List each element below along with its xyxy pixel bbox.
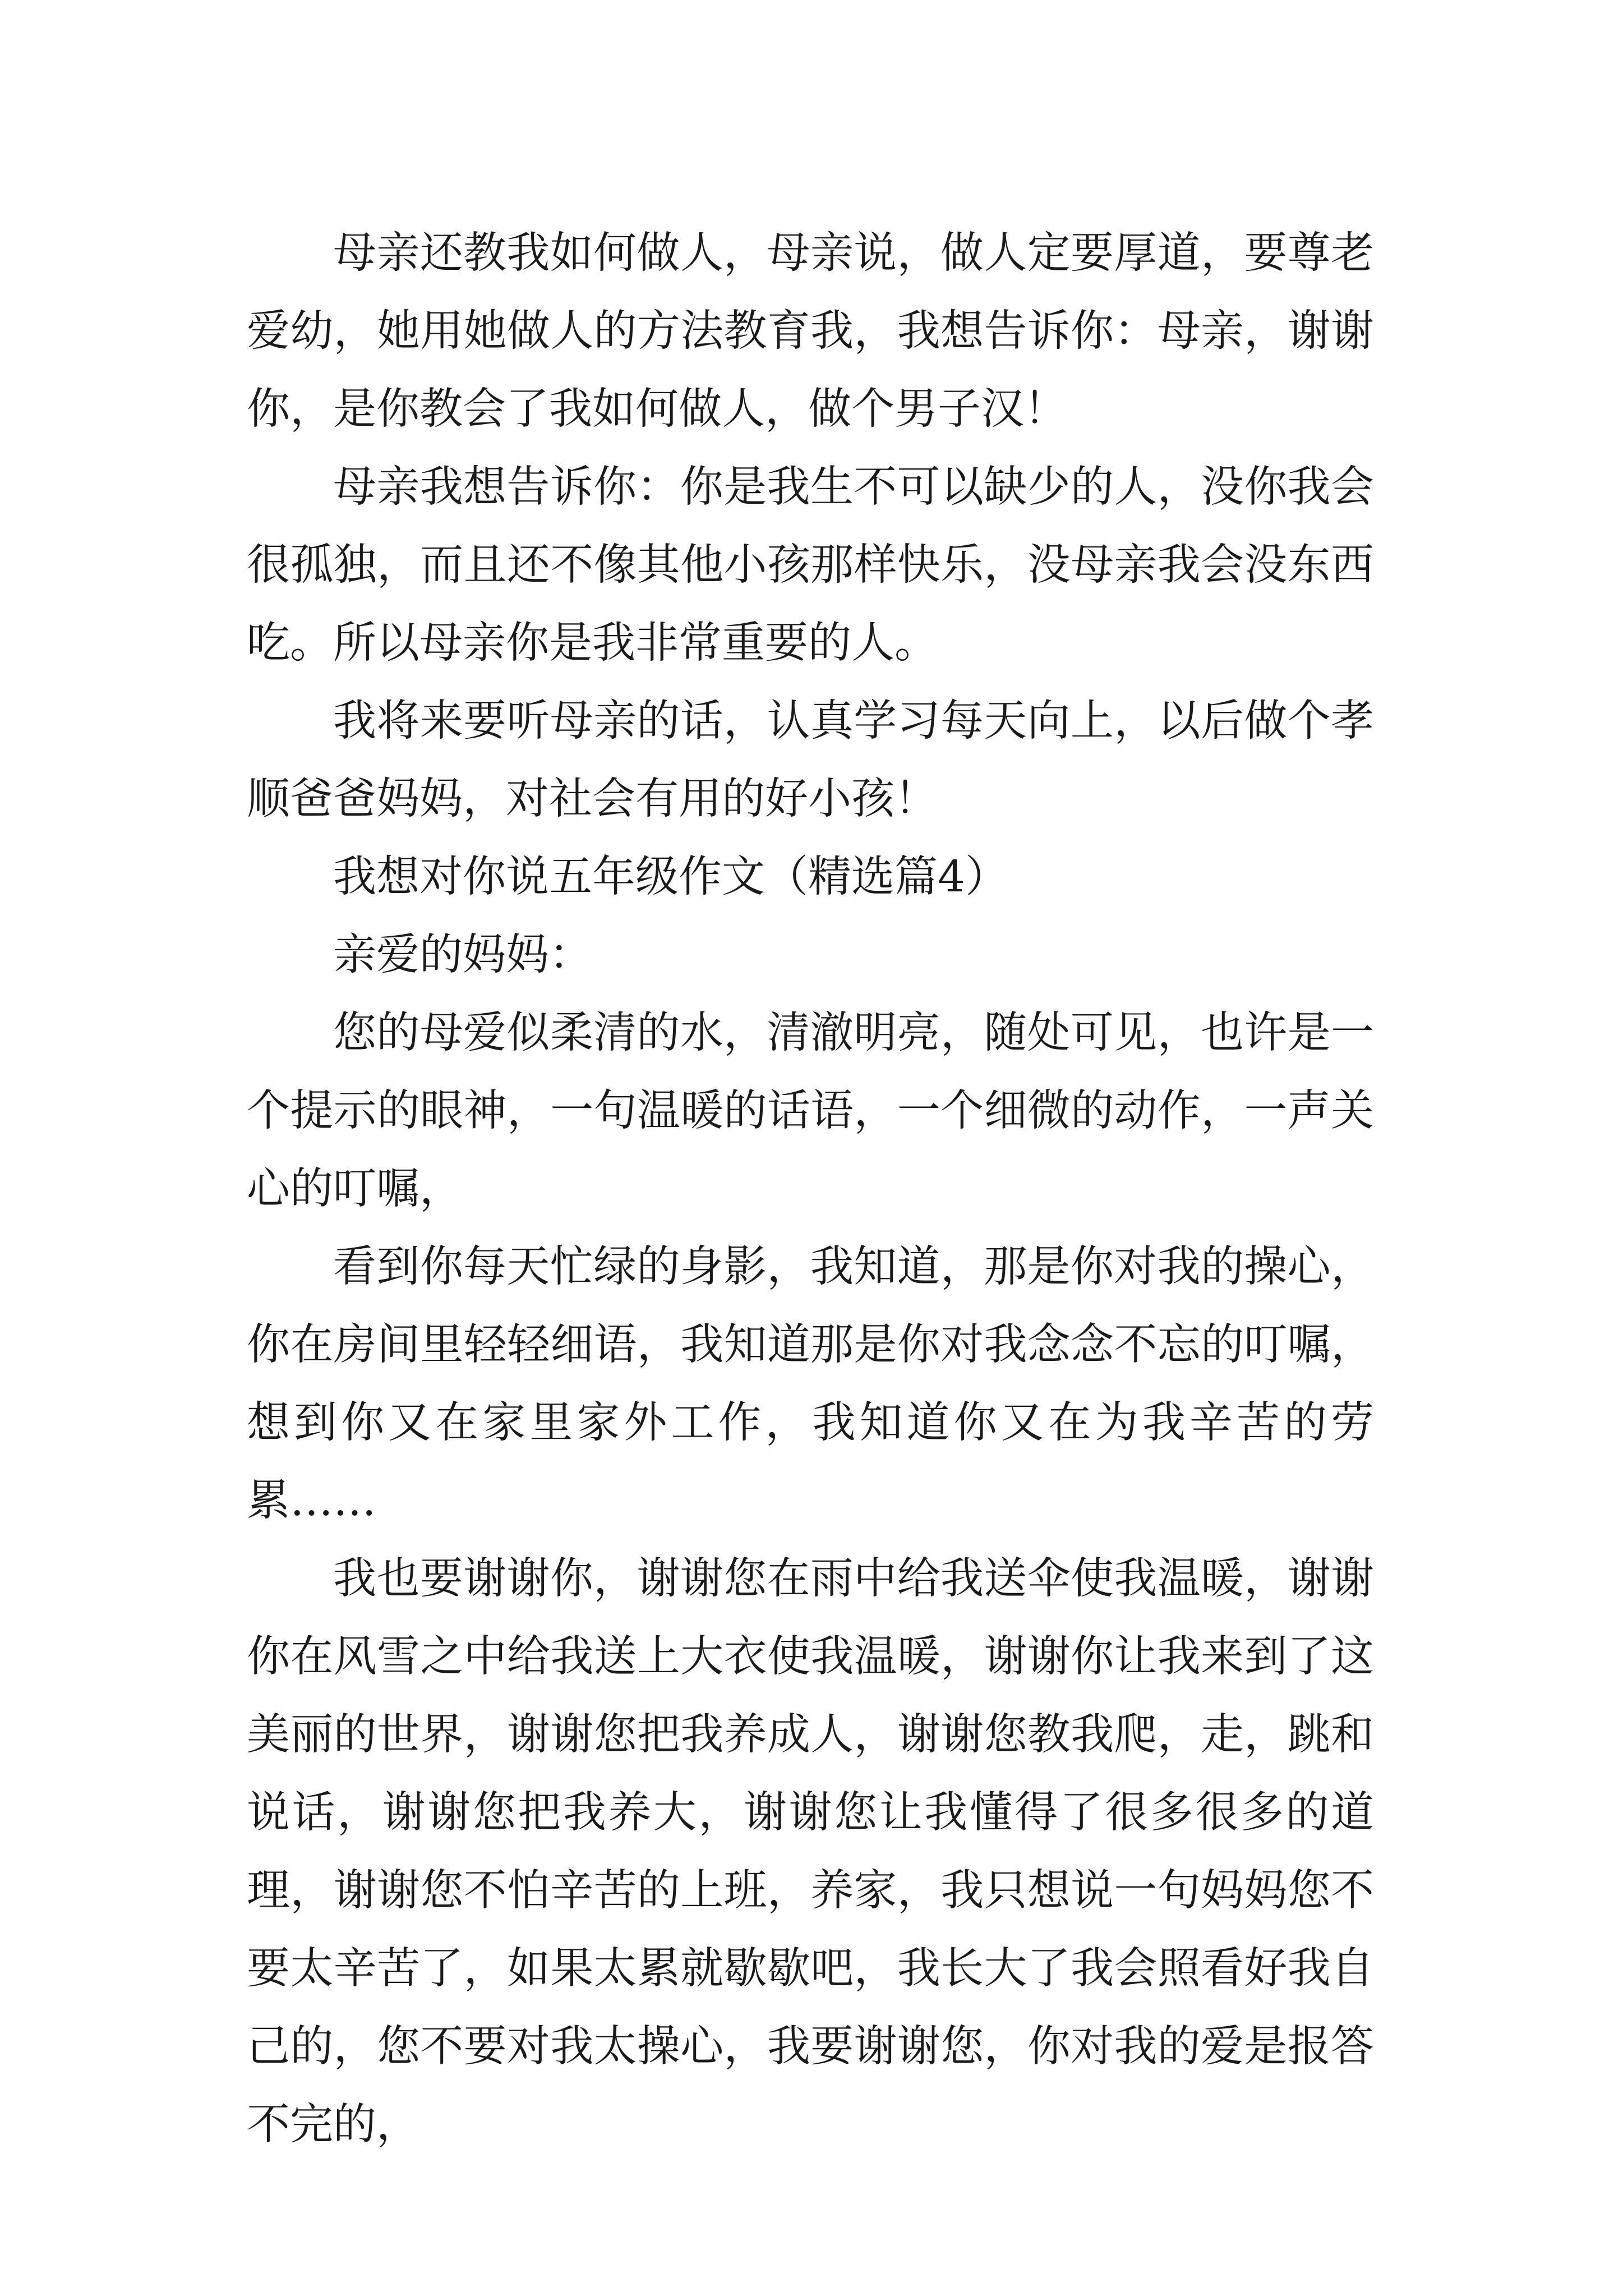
paragraph: 看到你每天忙绿的身影，我知道，那是你对我的操心，你在房间里轻轻细语，我知道那是你对我念念不忘的叮嘱，想到你又在家里家外工作，我知道你又在为我辛苦的劳累……	[247, 1242, 1374, 1526]
paragraph: 我也要谢谢你，谢谢您在雨中给我送伞使我温暖，谢谢你在风雪之中给我送上大衣使我温暖，谢谢你让我来到了这美丽的世界，谢谢您把我养成人，谢谢您教我爬，走，跳和说话，谢谢您把我养大，谢谢您让我懂得了很多很多的道理，谢谢您不怕辛苦的上班，养家，我只想说一句妈妈您不要太辛苦了，如果太累就歇歇吧，我长大了我会照看好我自己的，您不要对我太操心，我要谢谢您，你对我的爱是报答不完的，	[247, 1554, 1374, 2150]
section-heading: 我想对你说五年级作文（精选篇4）	[333, 852, 1008, 902]
salutation: 亲爱的妈妈：	[333, 930, 592, 980]
paragraph: 我将来要听母亲的话，认真学习每天向上，以后做个孝顺爸爸妈妈，对社会有用的好小孩！	[247, 696, 1374, 824]
paragraph: 您的母爱似柔清的水，清澈明亮，随处可见，也许是一个提示的眼神，一句温暖的话语，一个细微的动作，一声关心的叮嘱，	[247, 1008, 1374, 1214]
paragraph: 母亲还教我如何做人，母亲说，做人定要厚道，要尊老爱幼，她用她做人的方法教育我，我想告诉你：母亲，谢谢你，是你教会了我如何做人，做个男子汉！	[247, 228, 1374, 434]
document-body	[247, 214, 1374, 2164]
paragraph: 母亲我想告诉你：你是我生不可以缺少的人，没你我会很孤独，而且还不像其他小孩那样快乐，没母亲我会没东西吃。所以母亲你是我非常重要的人。	[247, 462, 1374, 668]
